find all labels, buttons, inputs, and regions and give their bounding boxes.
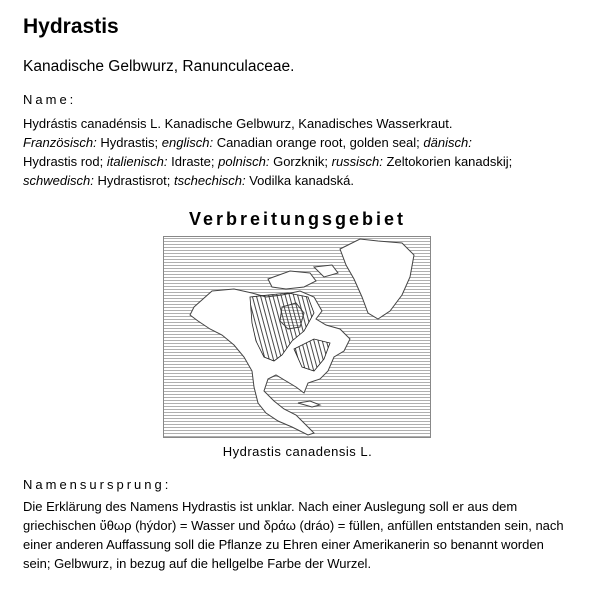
origin-section-text: Die Erklärung des Namens Hydrastis ist unklar. Nach einer Auslegung soll er aus dem griechischen ὕθωρ (hýdor) = Wasser und δράω (dráo) = füllen, anfüllen entstanden sein, nach einer anderen Auffassung soll die Pflanze zu Ehren einer Amerikanerin so benannt worden sein; Gelbwurz, in bezug auf die hellgelbe Farbe der Wurzel. xyxy=(23,499,564,571)
translation-name: Canadian orange root, golden seal; xyxy=(216,135,420,150)
translation-name: Hydrastis rod; xyxy=(23,154,104,169)
translation-lang: schwedisch: xyxy=(23,173,94,188)
translation-lang: tschechisch: xyxy=(174,173,246,188)
origin-section-heading: Namensursprung: xyxy=(23,477,172,492)
botanical-name: Hydrástis canadénsis L. Kanadische Gelbwurz, Kanadisches Wasserkraut. xyxy=(23,116,453,131)
translation-name: Vodilka kanadská. xyxy=(249,173,354,188)
translation-lang: polnisch: xyxy=(218,154,270,169)
north-america-map-graphic xyxy=(164,237,430,437)
name-section-text xyxy=(23,114,568,190)
translation-lang: dänisch: xyxy=(423,135,472,150)
translation-lang: russisch: xyxy=(331,154,383,169)
name-section-heading: Name: xyxy=(23,92,77,107)
translation-name: Idraste; xyxy=(171,154,215,169)
page-subtitle: Kanadische Gelbwurz, Ranunculaceae. xyxy=(23,58,295,75)
map-caption: Hydrastis canadensis L. xyxy=(222,444,373,459)
page-title: Hydrastis xyxy=(23,15,119,38)
translation-lang: Französisch: xyxy=(23,135,97,150)
distribution-map xyxy=(163,236,431,438)
translation-name: Zeltokorien kanadskij; xyxy=(386,154,513,169)
translation-name: Gorzknik; xyxy=(273,154,328,169)
translation-lang: englisch: xyxy=(161,135,214,150)
translation-lang: italienisch: xyxy=(106,154,168,169)
translation-name: Hydrastisrot; xyxy=(97,173,171,188)
translation-name: Hydrastis; xyxy=(100,135,159,150)
map-title: Verbreitungsgebiet xyxy=(188,209,407,229)
